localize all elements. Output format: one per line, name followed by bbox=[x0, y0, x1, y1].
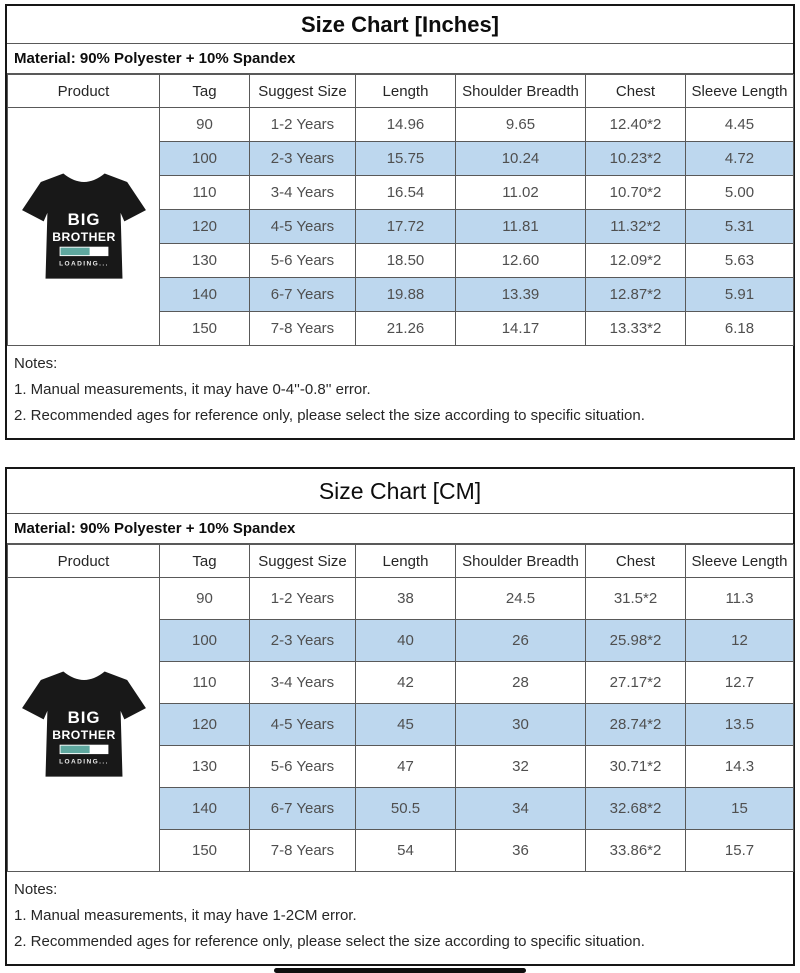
cell-sleeve-length: 5.00 bbox=[686, 176, 794, 210]
cell-length: 54 bbox=[356, 830, 456, 872]
cell-tag: 130 bbox=[160, 746, 250, 788]
cell-length: 50.5 bbox=[356, 788, 456, 830]
cell-chest: 13.33*2 bbox=[586, 312, 686, 346]
column-header-chest: Chest bbox=[586, 75, 686, 108]
cell-shoulder-breadth: 11.81 bbox=[456, 210, 586, 244]
cell-length: 45 bbox=[356, 704, 456, 746]
cell-shoulder-breadth: 13.39 bbox=[456, 278, 586, 312]
column-header-suggest-size: Suggest Size bbox=[250, 545, 356, 578]
cell-suggest-size: 2-3 Years bbox=[250, 620, 356, 662]
note-age-reference: 2. Recommended ages for reference only, please select the size according to specific situation. bbox=[14, 933, 645, 950]
cell-tag: 130 bbox=[160, 244, 250, 278]
cell-tag: 120 bbox=[160, 704, 250, 746]
note-measurement-error: 1. Manual measurements, it may have 0-4''-0.8'' error. bbox=[14, 381, 371, 398]
size-table bbox=[7, 74, 794, 346]
cell-length: 38 bbox=[356, 578, 456, 620]
cell-suggest-size: 6-7 Years bbox=[250, 788, 356, 830]
column-header-tag: Tag bbox=[160, 545, 250, 578]
cell-sleeve-length: 14.3 bbox=[686, 746, 794, 788]
cell-shoulder-breadth: 24.5 bbox=[456, 578, 586, 620]
material-line: Material: 90% Polyester + 10% Spandex bbox=[7, 44, 793, 74]
tshirt-text-line1: BIG bbox=[67, 707, 100, 727]
cell-chest: 27.17*2 bbox=[586, 662, 686, 704]
cell-suggest-size: 5-6 Years bbox=[250, 746, 356, 788]
cell-length: 14.96 bbox=[356, 108, 456, 142]
column-header-length: Length bbox=[356, 545, 456, 578]
cell-tag: 110 bbox=[160, 176, 250, 210]
tshirt-text-line2: BROTHER bbox=[51, 727, 116, 742]
cell-chest: 30.71*2 bbox=[586, 746, 686, 788]
product-image-cell bbox=[8, 578, 160, 872]
cell-length: 40 bbox=[356, 620, 456, 662]
cell-chest: 11.32*2 bbox=[586, 210, 686, 244]
cell-sleeve-length: 4.45 bbox=[686, 108, 794, 142]
cell-tag: 100 bbox=[160, 142, 250, 176]
table-body bbox=[8, 108, 794, 346]
cell-suggest-size: 7-8 Years bbox=[250, 830, 356, 872]
notes-title: Notes: bbox=[14, 355, 58, 372]
cell-shoulder-breadth: 32 bbox=[456, 746, 586, 788]
cell-chest: 12.87*2 bbox=[586, 278, 686, 312]
cell-suggest-size: 4-5 Years bbox=[250, 704, 356, 746]
size-chart-title: Size Chart [CM] bbox=[7, 469, 793, 514]
product-image-cell bbox=[8, 108, 160, 346]
tshirt-text-line2: BROTHER bbox=[51, 229, 116, 244]
cell-shoulder-breadth: 30 bbox=[456, 704, 586, 746]
size-chart-section bbox=[5, 4, 795, 440]
cell-tag: 110 bbox=[160, 662, 250, 704]
cell-sleeve-length: 5.31 bbox=[686, 210, 794, 244]
product-tshirt-image bbox=[18, 664, 150, 786]
cell-shoulder-breadth: 11.02 bbox=[456, 176, 586, 210]
cell-shoulder-breadth: 12.60 bbox=[456, 244, 586, 278]
cell-suggest-size: 4-5 Years bbox=[250, 210, 356, 244]
column-header-suggest-size: Suggest Size bbox=[250, 75, 356, 108]
cell-shoulder-breadth: 36 bbox=[456, 830, 586, 872]
loading-bar-fill bbox=[60, 247, 89, 255]
cell-sleeve-length: 6.18 bbox=[686, 312, 794, 346]
size-chart-page bbox=[0, 4, 800, 966]
cell-length: 15.75 bbox=[356, 142, 456, 176]
cell-tag: 150 bbox=[160, 830, 250, 872]
loading-bar-fill bbox=[60, 745, 89, 753]
cell-tag: 120 bbox=[160, 210, 250, 244]
notes-block bbox=[7, 346, 793, 438]
notes-block bbox=[7, 872, 793, 964]
note-measurement-error: 1. Manual measurements, it may have 1-2CM error. bbox=[14, 907, 357, 924]
cell-length: 17.72 bbox=[356, 210, 456, 244]
cell-suggest-size: 7-8 Years bbox=[250, 312, 356, 346]
cell-suggest-size: 1-2 Years bbox=[250, 108, 356, 142]
cell-shoulder-breadth: 9.65 bbox=[456, 108, 586, 142]
cell-tag: 140 bbox=[160, 788, 250, 830]
cell-chest: 12.09*2 bbox=[586, 244, 686, 278]
cell-chest: 32.68*2 bbox=[586, 788, 686, 830]
cell-sleeve-length: 11.3 bbox=[686, 578, 794, 620]
cell-sleeve-length: 12.7 bbox=[686, 662, 794, 704]
cell-suggest-size: 3-4 Years bbox=[250, 176, 356, 210]
cell-suggest-size: 2-3 Years bbox=[250, 142, 356, 176]
cell-sleeve-length: 15.7 bbox=[686, 830, 794, 872]
cell-length: 42 bbox=[356, 662, 456, 704]
column-header-sleeve-length: Sleeve Length bbox=[686, 75, 794, 108]
column-header-shoulder-breadth: Shoulder Breadth bbox=[456, 75, 586, 108]
column-header-shoulder-breadth: Shoulder Breadth bbox=[456, 545, 586, 578]
cell-tag: 140 bbox=[160, 278, 250, 312]
size-table bbox=[7, 544, 794, 872]
cell-sleeve-length: 15 bbox=[686, 788, 794, 830]
cell-length: 47 bbox=[356, 746, 456, 788]
cell-chest: 10.23*2 bbox=[586, 142, 686, 176]
cell-sleeve-length: 13.5 bbox=[686, 704, 794, 746]
column-header-product: Product bbox=[8, 545, 160, 578]
cell-sleeve-length: 5.63 bbox=[686, 244, 794, 278]
cell-chest: 25.98*2 bbox=[586, 620, 686, 662]
size-row-90 bbox=[8, 578, 794, 620]
header-row bbox=[8, 75, 794, 108]
cell-sleeve-length: 12 bbox=[686, 620, 794, 662]
cell-chest: 33.86*2 bbox=[586, 830, 686, 872]
cell-suggest-size: 1-2 Years bbox=[250, 578, 356, 620]
note-age-reference: 2. Recommended ages for reference only, please select the size according to specific situation. bbox=[14, 407, 645, 424]
cell-shoulder-breadth: 34 bbox=[456, 788, 586, 830]
cell-sleeve-length: 4.72 bbox=[686, 142, 794, 176]
cell-chest: 10.70*2 bbox=[586, 176, 686, 210]
cell-chest: 28.74*2 bbox=[586, 704, 686, 746]
cell-suggest-size: 3-4 Years bbox=[250, 662, 356, 704]
cell-tag: 90 bbox=[160, 578, 250, 620]
column-header-product: Product bbox=[8, 75, 160, 108]
header-row bbox=[8, 545, 794, 578]
cell-suggest-size: 6-7 Years bbox=[250, 278, 356, 312]
size-chart-title: Size Chart [Inches] bbox=[7, 6, 793, 44]
product-tshirt-image bbox=[18, 166, 150, 288]
cell-shoulder-breadth: 28 bbox=[456, 662, 586, 704]
cell-length: 18.50 bbox=[356, 244, 456, 278]
home-indicator-bar bbox=[274, 968, 526, 973]
cell-length: 21.26 bbox=[356, 312, 456, 346]
table-body bbox=[8, 578, 794, 872]
cell-shoulder-breadth: 14.17 bbox=[456, 312, 586, 346]
cell-tag: 100 bbox=[160, 620, 250, 662]
column-header-tag: Tag bbox=[160, 75, 250, 108]
cell-length: 16.54 bbox=[356, 176, 456, 210]
cell-sleeve-length: 5.91 bbox=[686, 278, 794, 312]
size-row-90 bbox=[8, 108, 794, 142]
tshirt-loading-text: LOADING... bbox=[58, 259, 109, 267]
cell-shoulder-breadth: 26 bbox=[456, 620, 586, 662]
cell-tag: 150 bbox=[160, 312, 250, 346]
tshirt-text-line1: BIG bbox=[67, 209, 100, 229]
column-header-sleeve-length: Sleeve Length bbox=[686, 545, 794, 578]
size-chart-section bbox=[5, 467, 795, 966]
cell-chest: 12.40*2 bbox=[586, 108, 686, 142]
column-header-chest: Chest bbox=[586, 545, 686, 578]
tshirt-loading-text: LOADING... bbox=[58, 757, 109, 765]
cell-shoulder-breadth: 10.24 bbox=[456, 142, 586, 176]
notes-title: Notes: bbox=[14, 881, 58, 898]
column-header-length: Length bbox=[356, 75, 456, 108]
cell-length: 19.88 bbox=[356, 278, 456, 312]
material-line: Material: 90% Polyester + 10% Spandex bbox=[7, 514, 793, 544]
cell-suggest-size: 5-6 Years bbox=[250, 244, 356, 278]
cell-tag: 90 bbox=[160, 108, 250, 142]
cell-chest: 31.5*2 bbox=[586, 578, 686, 620]
